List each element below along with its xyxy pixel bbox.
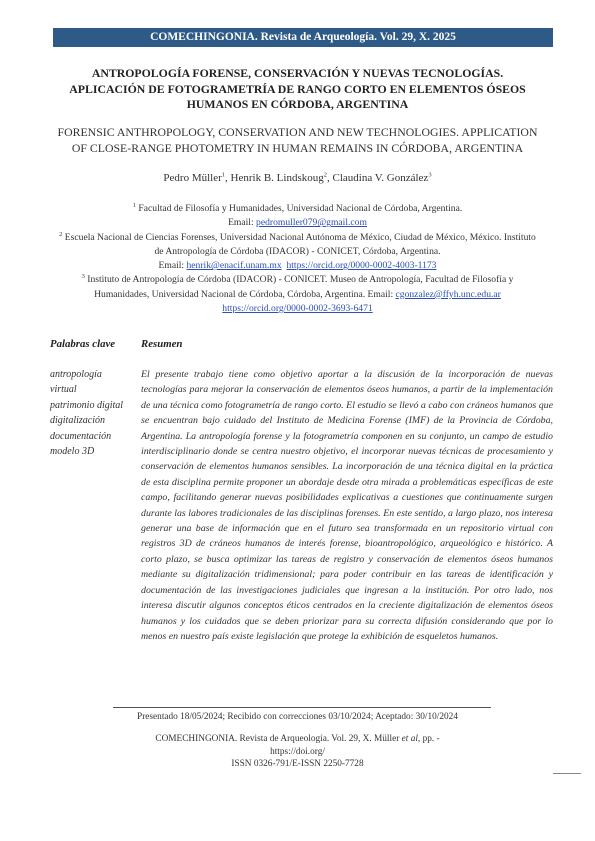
citation-footer [55,733,540,771]
email-link[interactable]: pedromuller079@gmail.com [256,217,367,229]
affiliation-number: 2 [59,230,63,238]
affiliations [55,202,540,316]
submission-dates: Presentado 18/05/2024; Recibido con correcciones 03/10/2024; Aceptado: 30/10/2024 [137,712,458,722]
affiliation-text: Instituto de Antropología de Córdoba (IDACOR) - CONICET. Museo de Antropología, Facultad de Filosofía y Humanidades, Universidad Nacional de Córdoba, Córdoba, Argentina. [87,274,514,300]
author-sup: 3 [428,171,432,179]
doi-line: https://doi.org/ [270,746,325,757]
keywords-heading: Palabras clave [50,338,116,350]
email-link[interactable]: henrik@enacif.unam.mx [186,260,282,272]
email-link[interactable]: cgonzalez@ffyh.unc.edu.ar [395,288,501,300]
author-sup: 1 [221,171,226,179]
keyword-item: virtual [50,384,77,396]
keyword-item: antropología [50,369,102,380]
email-label: Email: [228,217,254,229]
footer-divider [113,707,491,708]
email-label: Email: [158,260,185,272]
author-name: Henrik B. Lindskoug [230,172,324,184]
article-title-spanish: ANTROPOLOGÍA FORENSE, CONSERVACIÓN Y NUEVAS TECNOLOGÍAS. APLICACIÓN DE FOTOGRAMETRÍA DE RANGO CORTO EN ELEMENTOS ÓSEOS HUMANOS EN CÓRDOBA, ARGENTINA [69,66,526,111]
keyword-list [50,367,135,459]
affiliation-1 [55,202,540,231]
corner-divider [553,773,581,774]
orcid-link[interactable]: https://orcid.org/0000-0002-4003-1173 [286,260,437,272]
affiliation-2 [55,231,540,274]
citation-prefix: COMECHINGONIA. Revista de Arqueología. Vol. 29, X. Müller [155,734,400,744]
affiliation-text: Facultad de Filosofía y Humanidades, Universidad Nacional de Córdoba, Argentina. [138,203,463,214]
orcid-link[interactable]: https://orcid.org/0000-0002-3693-6471 [222,303,373,315]
keyword-item: patrimonio digital [50,399,124,411]
email-label: Email: [367,288,394,300]
author-list: Pedro Müller$^1$, Henrik B. Lindskoug$^2$, Claudina V. González$^3$ [163,171,432,184]
affiliation-number: 3 [81,273,85,281]
keyword-item: modelo 3D [50,446,95,458]
affiliation-number: 1 [132,201,137,209]
citation-suffix: , pp. - [417,734,440,744]
article-title-english: FORENSIC ANTHROPOLOGY, CONSERVATION AND NEW TECHNOLOGIES. APPLICATION OF CLOSE-RANGE PHOTOMETRY IN HUMAN REMAINS IN CÓRDOBA, ARGENTINA [57,125,538,155]
affiliation-3 [55,273,540,316]
abstract-text: El presente trabajo tiene como objetivo aportar a la discusión de la incorporación de nuevas tecnologías para mejorar la conservación de elementos óseos humanos, a partir de la implementación de una técnica como fotogrametría de rango corto. El estudio se llevó a cabo con cráneos humanos que se encuentran bajo cuidado del Instituto de Medicina Forense (IMF) de la Provincia de Córdoba, Argentina. La antropología forense y la fotogrametría componen en su conjunto, un campo de estudio interdisciplinario donde se centra nuestro objetivo, el incorporar nuevas técnicas de procesamiento y conservación de elementos humanos sensibles. La incorporación de una técnica digital en la práctica de esta disciplina permite proponer un abordaje desde otra mirada a problemáticas específicas de este campo, facilitando generar nuevas posibilidades explicativas a cuestiones que continuamente surgen durante las labores tradicionales de las disciplinas forenses. En este sentido, a largo plazo, nos interesa generar una base de información que en el futuro sea transformada en un repositorio virtual con registros 3D de cráneos humanos de interés forense, bioantropológico, arqueológico e histórico. A corto plazo, se busca optimizar las tareas de registro y conservación de elementos óseos humanos mediante su digitalización tridimensional; para poder contribuir en las tareas de identificación y documentación de las investigaciones judiciales que ingresan a la institución. Por otro lado, nos interesa discutir algunos conceptos éticos centrados en la creciente digitalización de elementos óseos humanos y los cuidados que se deben priorizar para su correcta difusión considerando que por lo menos en nuestro país existe legislación que protege la exhibición de esqueletos humanos. [141,369,553,642]
keyword-item: digitalización [50,415,105,427]
author-sup: 2 [323,171,327,179]
keyword-item: documentación [50,430,112,442]
issn-line: ISSN 0326-791/E-ISSN 2250-7728 [231,759,364,770]
author-name: Pedro Müller [163,172,222,184]
abstract-heading: Resumen [141,338,183,350]
journal-banner: COMECHINGONIA. Revista de Arqueología. Vol. 29, X. 2025 [53,28,553,47]
citation-line [55,733,540,746]
citation-etal: et al [401,734,418,744]
author-name: Claudina V. González [332,172,429,184]
affiliation-text: Escuela Nacional de Ciencias Forenses, Universidad Nacional Autónoma de México, Ciudad de México, México. Instituto de Antropología de Córdoba (IDACOR) - CONICET, Córdoba, Argentina. [64,231,536,257]
